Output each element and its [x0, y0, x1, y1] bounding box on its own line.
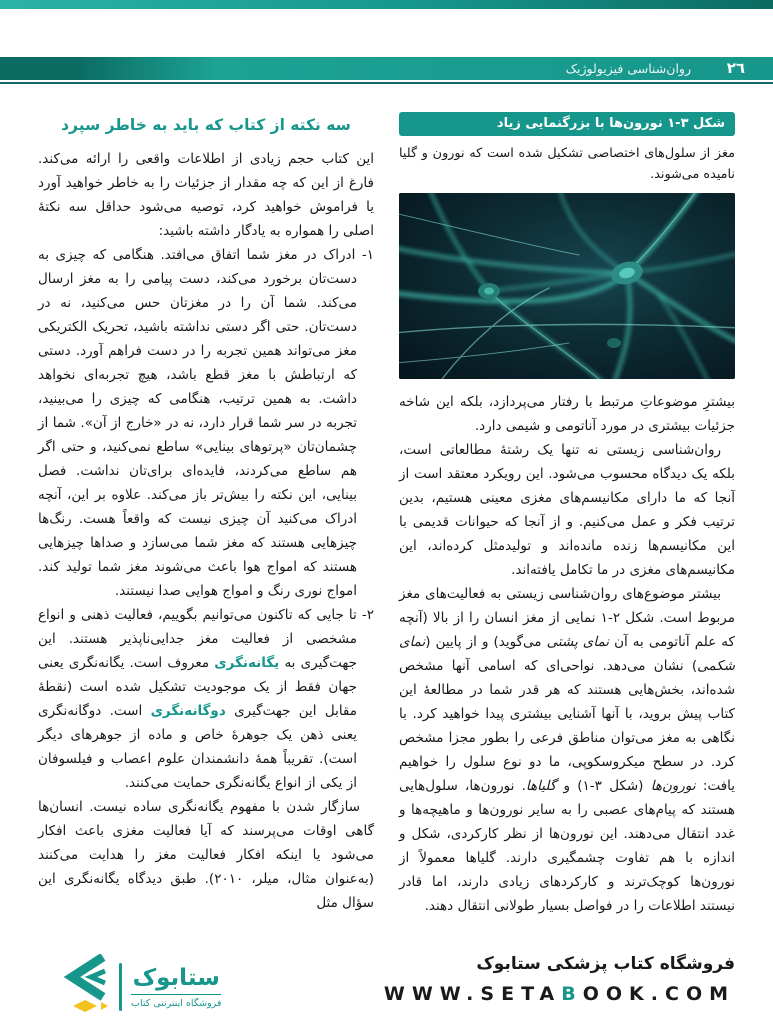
setabook-logo	[58, 954, 221, 1020]
paragraph: این کتاب حجم زیادی از اطلاعات واقعی را ارائه می‌کند. فارغ از این که چه مقدار از جزئیات را به خاطر خواهید آورد یا فراموش خواهید کرد، توصیه می‌شود حداقل سه نکتهٔ اصلی را همواره به یادگار داشته باشید:	[38, 151, 374, 239]
setabook-logo-icon	[58, 954, 110, 1020]
logo-divider	[119, 963, 122, 1011]
footer-publisher-block	[384, 952, 735, 1007]
numbered-item-1: ١- ادراک در مغز شما اتفاق می‌افتد. هنگامی که چیزی به دست‌تان برخورد می‌کند، دست پیامی را به مغز ارسال می‌کند. شما آن را در مغزتان حس می‌کنید، نه در دست‌تان. حتی اگر دستی نداشته باشید، تحریک الکتریکی مغز می‌تواند همین تجربه را در دست فراهم آورد. دستی که ارتباطش با مغز قطع باشد، هیچ تجربه‌ای نخواهد داشت. به همین ترتیب، هنگامی که چیزی را می‌بینید، تجربه در سر شما قرار دارد، نه در «خارج از آن». شما از چشمان‌تان «پرتوهای بینایی» ساطع نمی‌کنید، و حتی اگر هم ساطع می‌کردند، فایده‌ای برای‌تان نداشت. فصل بینایی، این نکته را بیش‌تر باز می‌کند. علاوه بر این، آنچه ادراک می‌کنید آن چیزی نیست که واقعاً هست. رنگ‌ها چیزهایی هستند که مغز شما می‌سازد و صداها چیزهایی هستند که امواج هوا باعث می‌شوند مغز شما تولید کند. امواج نوری رنگ و امواج هوایی صدا نیستند.	[38, 247, 374, 599]
logo-text-block	[131, 965, 221, 1009]
figure-caption: مغز از سلول‌های اختصاصی تشکیل شده است که نورون و گلیا نامیده می‌شوند.	[399, 146, 735, 182]
paragraph: بیشتر موضوع‌های روان‌شناسی زیستی به فعالیت‌های مغز مربوط است. شکل ٢-١ نمایی از مغز انسان را از بالا (آنچه که علم آناتومی به آن نمای پشتی می‌گوید) و از پایین (نمای شکمی) نشان می‌دهد. نواحی‌ای که اسامی آنها مشخص شده‌اند، بخش‌هایی هستند که هر قدر شما در مطالعهٔ این کتاب پیش بروید، با آنها آشنایی بیشتری پیدا خواهید کرد. با نگاهی به مغز می‌توان مناطق فرعی را بطور مجزا مشخص کرد. در سطح میکروسکوپی، ما دو نوع سلول را خواهیم یافت: نورون‌ها (شکل ٣-١) و گلیاها. نورون‌ها، سلول‌هایی هستند که پیام‌های عصبی را به سایر نورون‌ها و ماهیچه‌ها و غدد انتقال می‌دهند. این نورون‌ها از نظر کارکردی، شکل و اندازه با هم تفاوت چشمگیری دارند. گلیاها معمولاً از نورون‌ها کوچک‌ترند و کارکردهای زیادی دارند، اما قادر نیستند اطلاعات را در فواصل بسیار طولانی انتقال دهند.	[399, 586, 736, 914]
top-decor-strip	[0, 0, 773, 9]
figure-3-1	[399, 112, 735, 379]
paragraph: روان‌شناسی زیستی نه تنها یک رشتهٔ مطالعاتی است، بلکه یک دیدگاه محسوب می‌شود. این رویکرد معتقد است از آنجا که ما دارای مکانیسم‌های مغزی معینی هستیم، بدین ترتیب فکر و عمل می‌کنیم. و از آنجا که حیوانات قدیمی با این مکانیسم‌ها زنده مانده‌اند و تولیدمثل کرده‌اند، این مکانیسم‌های مغزی در ما تکامل یافته‌اند.	[399, 442, 735, 578]
page-number: ٢٦	[726, 59, 745, 77]
numbered-item-2: ٢- تا جایی که تاکنون می‌توانیم بگوییم، فعالیت ذهنی و انواع مشخصی از فعالیت مغز جدایی‌ناپذیر هستند. این جهت‌گیری به یگانه‌نگری معروف است. یگانه‌نگری یعنی جهان فقط از یک موجودیت تشکیل شده است (نقطهٔ مقابل این جهت‌گیری دوگانه‌نگری است. دوگانه‌نگری یعنی ذهن یک جوهرهٔ خاص و ماده از جوهرهای دیگر است). تقریباً همهٔ دانشمندان علوم اعصاب و فیلسوفان از یکی از انواع یگانه‌نگری حمایت می‌کنند.	[38, 607, 374, 791]
running-header	[0, 57, 773, 80]
paragraph: بیشترِ موضوعاتِ مرتبط با رفتار می‌پردازد، بلکه این شاخه جزئیات بیشتری در مورد آناتومی و شیمی دارد.	[399, 394, 735, 434]
website-url: WWW.SETABOOK.COM	[383, 983, 735, 1005]
section-heading: سه نکته از کتاب که باید به خاطر سپرد	[61, 116, 351, 134]
logo-subtitle: فروشگاه اینترنتی کتاب	[131, 994, 221, 1009]
figure-title-bar: شکل ٣-١ نورون‌ها با بزرگنمایی زیاد	[399, 112, 735, 136]
column-left	[38, 112, 374, 915]
paragraph: سازگار شدن با مفهوم یگانه‌نگری ساده نیست. انسان‌ها گاهی اوقات می‌پرسند که آیا فعالیت مغزی باعث افکار می‌شود یا اینکه افکار فعالیت مغز را هدایت می‌کنند (به‌عنوان مثال، میلر، ٢٠١٠). طبق دیدگاه یگانه‌نگری این سؤال مثل	[38, 799, 374, 911]
column-right	[399, 112, 735, 918]
neuron-micrograph-image	[399, 193, 735, 379]
publisher-name: فروشگاه کتاب پزشکی ستابوک	[476, 954, 735, 974]
running-header-title: روان‌شناسی فیزیولوژیک	[565, 61, 691, 76]
header-rule	[0, 82, 773, 84]
logo-brand-name: ستابوک	[132, 964, 220, 991]
